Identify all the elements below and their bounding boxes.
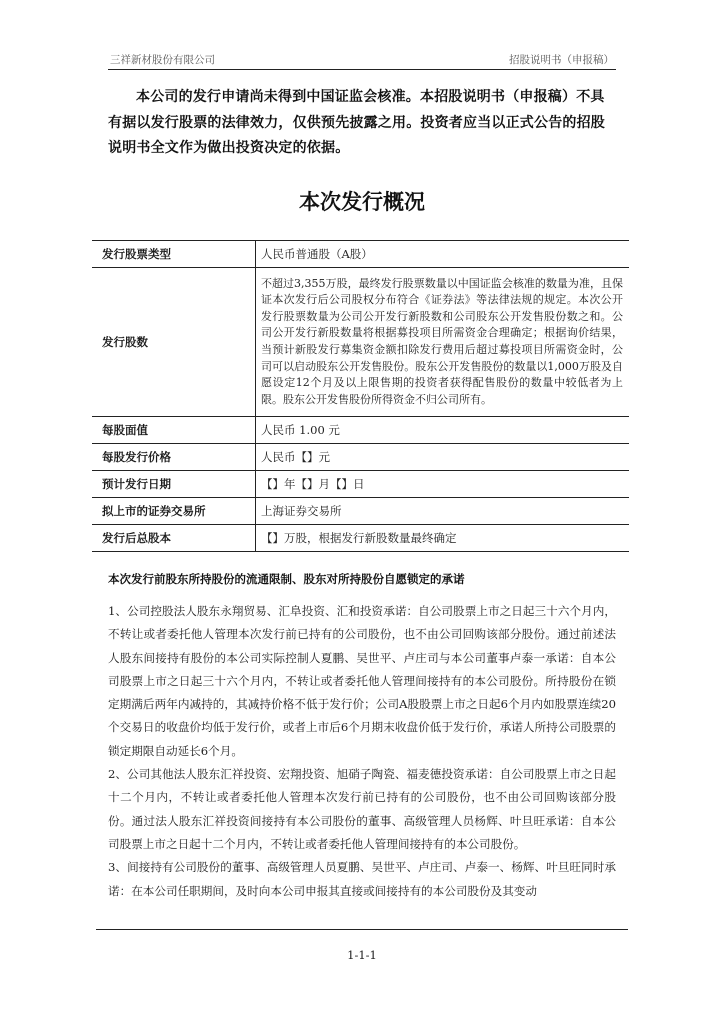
- table-row: [92, 471, 629, 498]
- row-value: 【】万股，根据发行新股数量最终确定: [256, 525, 630, 552]
- row-value: 上海证券交易所: [256, 498, 630, 525]
- table-row: [92, 268, 629, 417]
- table-row: [92, 241, 629, 268]
- row-label: 发行股数: [92, 268, 256, 417]
- section-title: 本次发行概况: [299, 190, 425, 214]
- lockup-body: [108, 600, 616, 903]
- footer-divider: [96, 929, 628, 930]
- table-row: [92, 417, 629, 444]
- lockup-paragraph: 3、间接持有公司股份的董事、高级管理人员夏鹏、吴世平、卢庄司、卢泰一、杨辉、叶旦旺同时承诺：在本公司任职期间，及时向本公司申报其直接或间接持有的本公司股份及其变动: [108, 860, 616, 898]
- lockup-paragraph: 1、公司控股法人股东永翔贸易、汇阜投资、汇和投资承诺：自公司股票上市之日起三十六个月内，不转让或者委托他人管理本次发行前已持有的公司股份，也不由公司回购该部分股份。通过前述法人股东间接持有股份的本公司实际控制人夏鹏、吴世平、卢庄司与本公司董事卢泰一承诺：自本公司股票上市之日起三十六个月内，不转让或者委托他人管理间接持有的本公司股份。所持股份在锁定期满后两年内减持的，其减持价格不低于发行价；公司A股股票上市之日起6个月内如股票连续20个交易日的收盘价均低于发行价，或者上市后6个月期末收盘价低于发行价，承诺人所持公司股票的锁定期限自动延长6个月。: [108, 604, 616, 758]
- row-value: 人民币 1.00 元: [256, 417, 630, 444]
- page-header: [110, 52, 614, 68]
- table-row: [92, 444, 629, 471]
- row-label: 每股发行价格: [92, 444, 256, 471]
- disclaimer-notice: 本公司的发行申请尚未得到中国证监会核准。本招股说明书（申报稿）不具有据以发行股票的法律效力，仅供预先披露之用。投资者应当以正式公告的招股说明书全文作为做出投资决定的依据。: [108, 89, 605, 156]
- row-value: 不超过3,355万股，最终发行股票数量以中国证监会核准的数量为准，且保证本次发行后公司股权分布符合《证券法》等法律法规的规定。本次公开发行股票数量为公司公开发行新股数和公司股东公开发售股份数之和。公司公开发行新股数量将根据募投项目所需资金合理确定；根据询价结果，当预计新股发行募集资金额扣除发行费用后超过募投项目所需资金时，公司可以启动股东公开发售股份。股东公开发售股份的数量以1,000万股及自愿设定12个月及以上限售期的投资者获得配售股份的数量中较低者为上限。股东公开发售股份所得资金不归公司所有。: [261, 276, 623, 406]
- row-value: 【】年【】月【】日: [256, 471, 630, 498]
- row-label: 发行股票类型: [92, 241, 256, 268]
- header-company-name: 三祥新材股份有限公司: [110, 54, 215, 66]
- row-value: 人民币【】元: [256, 444, 630, 471]
- row-label: 发行后总股本: [92, 525, 256, 552]
- header-divider: [108, 69, 616, 70]
- table-row: [92, 525, 629, 552]
- row-label: 每股面值: [92, 417, 256, 444]
- row-value: 人民币普通股（A股）: [256, 241, 630, 268]
- page-number: 1-1-1: [347, 948, 377, 962]
- table-row: [92, 498, 629, 525]
- lockup-paragraph: 2、公司其他法人股东汇祥投资、宏翔投资、旭硝子陶瓷、福麦德投资承诺：自公司股票上市之日起十二个月内，不转让或者委托他人管理本次发行前已持有的公司股份，也不由公司回购该部分股份。通过法人股东汇祥投资间接持有本公司股份的董事、高级管理人员杨辉、叶旦旺承诺：自本公司股票上市之日起十二个月内，不转让或者委托他人管理间接持有的本公司股份。: [108, 767, 616, 851]
- header-document-type: 招股说明书（申报稿）: [509, 54, 614, 66]
- row-label: 预计发行日期: [92, 471, 256, 498]
- lockup-heading: 本次发行前股东所持股份的流通限制、股东对所持股份自愿锁定的承诺: [108, 572, 465, 586]
- row-value-cell: [256, 268, 630, 417]
- row-label: 拟上市的证券交易所: [92, 498, 256, 525]
- offering-summary-table: [92, 240, 629, 552]
